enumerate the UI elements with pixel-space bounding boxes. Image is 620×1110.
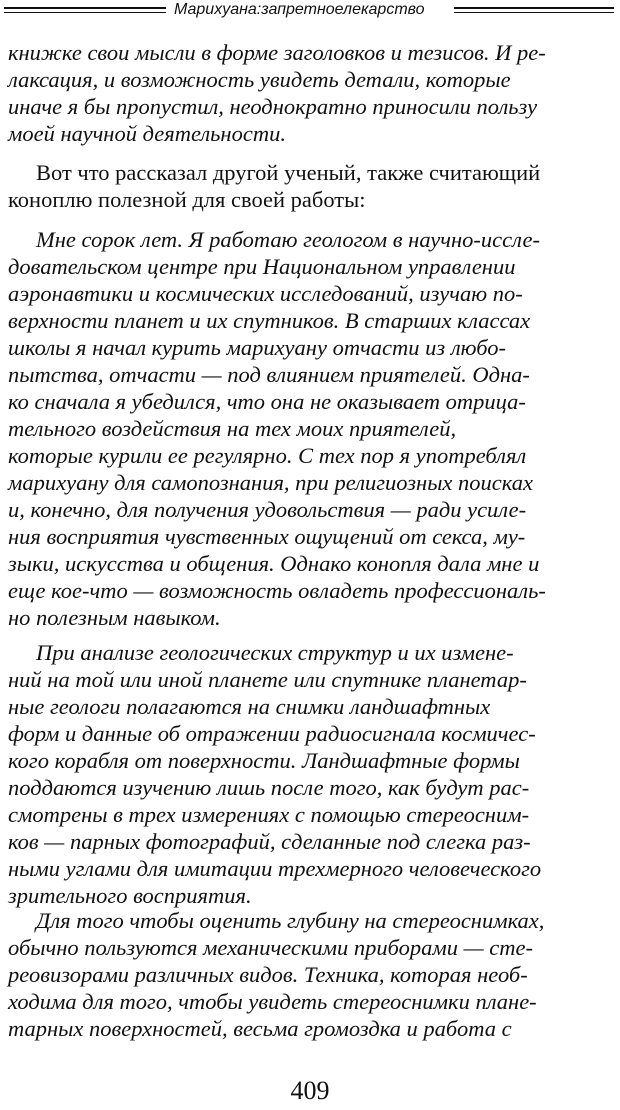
text-line: смотрены в трех измерениях с помощью стереосним- [8, 802, 530, 827]
text-line: ными углами для имитации трехмерного человеческого [8, 856, 542, 881]
text-line: верхности планет и их спутников. В старших классах [8, 308, 531, 333]
text-line: тарных поверхностей, весьма громоздка и работа с [8, 1016, 512, 1041]
text-line: иначе я бы пропустил, неоднократно приносили пользу [8, 94, 538, 119]
text-line: моей научной деятельности. [8, 121, 286, 146]
text-line: Вот что рассказал другой ученый, также считающий [36, 160, 541, 185]
text-line: кого корабля от поверхности. Ландшафтные формы [8, 748, 520, 773]
header-rule-left-thin [4, 12, 166, 13]
text-line: пытства, отчасти — под влиянием приятелей. Одна- [8, 362, 530, 387]
header-rule-right [454, 7, 614, 9]
text-line: Для того чтобы оценить глубину на стереоснимках, [36, 908, 545, 933]
text-line: ков — парных фотографий, сделанные под слегка раз- [8, 829, 531, 854]
text-line: лаксация, и возможность увидеть детали, которые [8, 67, 511, 92]
text-line: и, конечно, для получения удовольствия — ради усиле- [8, 497, 527, 522]
running-header [0, 0, 620, 24]
text-line: ний на той или иной планете или спутнике планетар- [8, 667, 527, 692]
text-line: ния восприятия чувственных ощущений от секса, му- [8, 524, 526, 549]
text-line: довательском центре при Национальном управлении [8, 254, 516, 279]
text-line: тельного воздействия на тех моих приятелей, [8, 416, 457, 441]
text-line: зрительного восприятия. [8, 883, 252, 908]
text-line: При анализе геологических структур и их измене- [36, 640, 514, 665]
text-line: ные геологи полагаются на снимки ландшафтных [8, 694, 491, 719]
text-line: но полезным навыком. [8, 605, 221, 630]
text-line: ко сначала я убедился, что она не оказывает отрица- [8, 389, 526, 414]
text-line: аэронавтики и космических исследований, изучаю по- [8, 281, 523, 306]
running-title: Марихуана:запретноелекарство [174, 1, 425, 18]
text-line: Мне сорок лет. Я работаю геологом в научно-иссле- [36, 227, 540, 252]
text-line: марихуану для самопознания, при религиозных поисках [8, 470, 533, 495]
text-line: реовизорами различных видов. Техника, которая необ- [8, 962, 528, 987]
text-line: форм и данные об отражении радиосигнала космичес- [8, 721, 536, 746]
text-line: школы я начал курить марихуану отчасти из любо- [8, 335, 506, 360]
text-line: еще кое-что — возможность овладеть профессиональ- [8, 578, 546, 603]
text-line: поддаются изучению лишь после того, как будут рас- [8, 775, 530, 800]
text-line: обычно пользуются механическими приборами — сте- [8, 935, 533, 960]
text-line: книжке свои мысли в форме заголовков и тезисов. И ре- [8, 40, 546, 65]
text-line: зыки, искусства и общения. Однако конопля дала мне и [8, 551, 540, 576]
text-line: коноплю полезной для своей работы: [8, 187, 366, 212]
text-line: ходима для того, чтобы увидеть стереоснимки плане- [8, 989, 537, 1014]
header-rule-right-thin [454, 12, 614, 13]
header-rule-left [4, 7, 166, 9]
page-number: 409 [290, 1076, 330, 1105]
text-line: которые курили ее регулярно. С тех пор я употреблял [8, 443, 527, 468]
